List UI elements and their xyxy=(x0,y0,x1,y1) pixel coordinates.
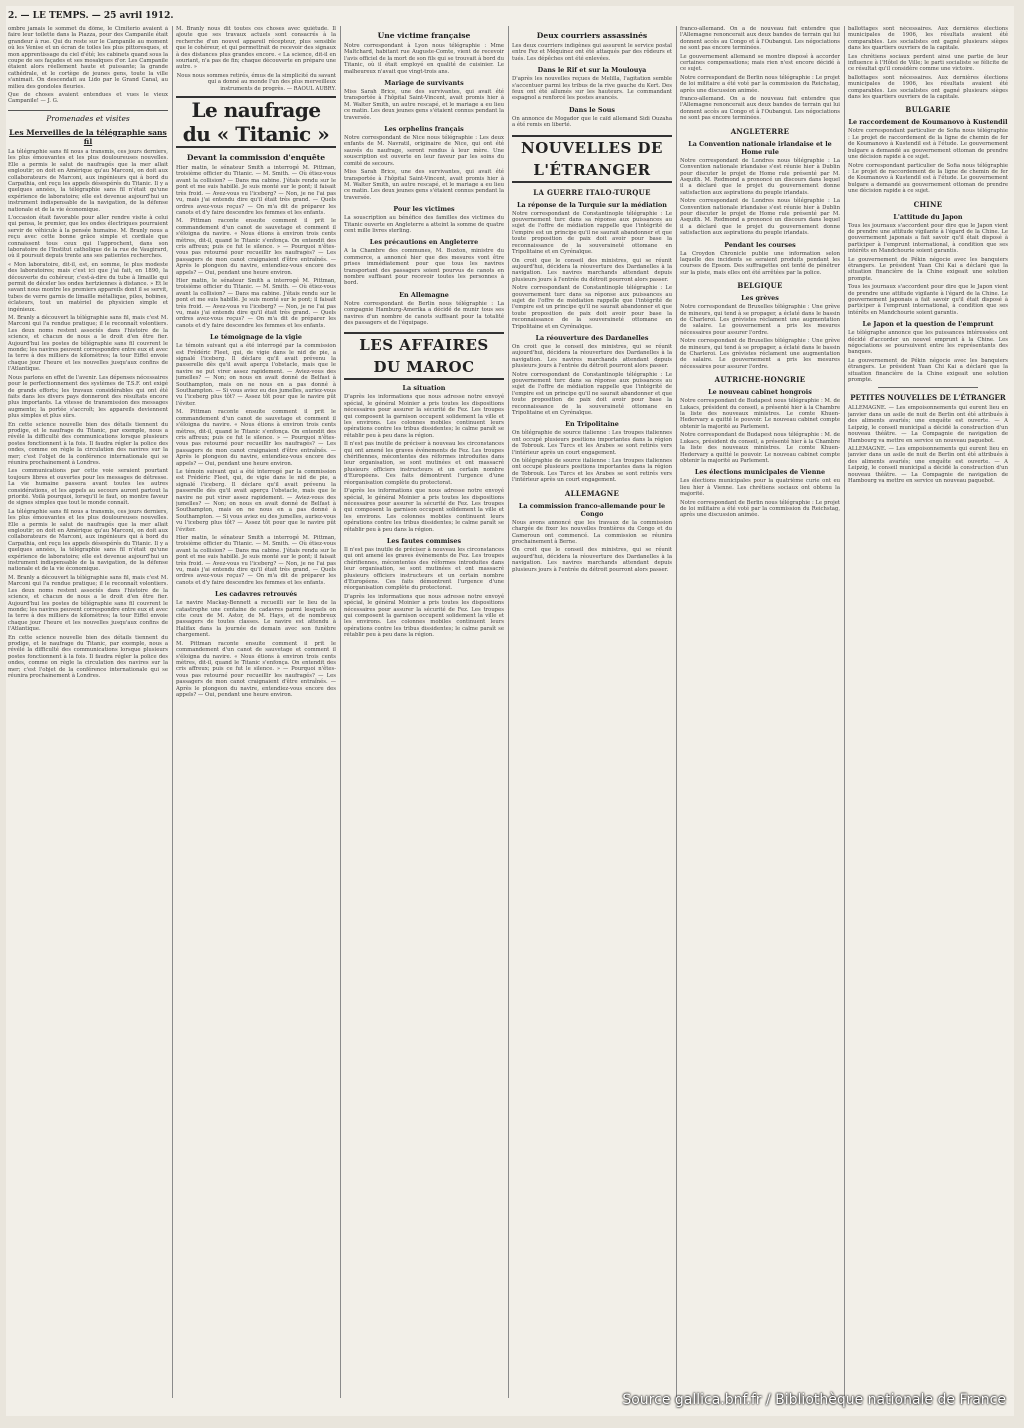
subheading: La situation xyxy=(402,384,446,393)
article-text: Le navire Mackay-Bennett a recueilli sur le lieu de la catastrophe une centaine de cadavres parmi lesquels on cite ceux de M. Astor, de M. Hays, et de nombreux passagers de toutes classes. Le navire est attendu à Halifax dans la journée de demain avec son funèbre chargement. xyxy=(176,600,336,639)
article-text: Notre correspondant de Budapest nous télégraphie : M. de Lukacs, président du conseil, a présenté hier à la Chambre la liste des nouveaux ministres. Le comte Khuen-Hedervary a quitté le pouvoir. Le nouveau cabinet compte obtenir la majorité au Parlement. xyxy=(680,398,840,430)
article-text: On télégraphie de source italienne : Les troupes italiennes ont occupé plusieurs positions importantes dans la région de Tobrouk. Les Turcs et les Arabes se sont retirés vers l'intérieur après un court engagement. xyxy=(512,430,672,456)
article-text: En cette science nouvelle bien des détails tiennent du prodige, et le naufrage du Titanic, par exemple, nous a révélé la difficulté des communications lorsque plusieurs postes fonctionnent à la fois. Il faudra régler la police des ondes, comme on règle la circulation des navires sur la mer; c'est l'objet de la conférence internationale qui se réunira prochainement à Londres. xyxy=(8,421,168,466)
subheading: Les orphelins français xyxy=(384,125,464,134)
subheading: Dans le Rif et sur la Moulouya xyxy=(537,66,647,75)
article-text: La télégraphie sans fil nous a transmis, ces jours derniers, les plus émouvantes et les plus douloureuses nouvelles. Elle a permis le salut de naufragés que la mer allait engloutir; on doit en Amérique qu'au Marconi, on doit aux collaborateurs de Marconi, aux ingénieurs qui à bord du Carpathia, ont reçu les appels désespérés du Titanic. Il y a quelques années, la télégraphie sans fil n'était qu'une expérience de laboratoire; elle est devenue aujourd'hui un instrument indispensable de la navigation, de la défense nationale et de la vie économique. xyxy=(8,508,168,573)
article-text: On croit que le conseil des ministres, qui se réunit aujourd'hui, décidera la réouverture des Dardanelles à la navigation. Les navires marchands attendant depuis plusieurs jours à l'entrée du détroit pourront alors passer. xyxy=(512,257,672,283)
subheading: Pendant les courses xyxy=(724,240,796,249)
article-text: M. Pittman raconte ensuite comment il prit le commandement d'un canot de sauvetage et comment il s'éloigna du navire. « Nous étions à environ trois cents mètres, dit-il, quand le Titanic s'enfonça. On entendit des cris affreux; puis ce fut le silence. » — Pourquoi n'êtes-vous pas retourné pour recueillir les naufragés? — Les passagers de mon canot craignaient d'être entraînés. — Après le plongeon du navire, entendiez-vous encore des appels? — Oui, pendant une heure environ. xyxy=(176,218,336,276)
article-text: Notre correspondant de Berlin nous télégraphie : Le projet de loi militaire a été voté par la commission du Reichstag, après une discussion animée. xyxy=(680,499,840,519)
subheading: Pour les victimes xyxy=(393,205,455,214)
article-text: Notre correspondant particulier de Sofia nous télégraphie : Le projet de raccordement de la ligne de chemin de fer de Koumanovo à Kustendil est à l'étude. Le gouvernement bulgare a demandé au gouvernement ottoman de prendre une décision rapide à ce sujet. xyxy=(848,128,1008,161)
section-heading: Promenades et visites xyxy=(8,110,168,123)
article-text: Miss Sarah Brice, une des survivantes, qui avait été transportée à l'hôpital Saint-Vincent, avait promis hier à M. Walter Smith, un autre rescapé, et le mariage a eu lieu ce matin. Les deux jeunes gens s'étaient connus pendant la traversée. xyxy=(344,89,504,121)
article-text: Notre correspondant de Berlin nous télégraphie : La compagnie Hamburg-Amerika a décidé de munir tous ses navires d'un nombre de canots suffisant pour la totalité des passagers et de l'équipage. xyxy=(344,300,504,326)
article-text: franco-allemand. On a de nouveau fait entendre que l'Allemagne renoncerait aux deux bandes de terrain qui lui donnent accès au Congo et à l'Oubangui. Les négociations ne sont pas encore terminées. xyxy=(680,26,840,52)
article-text: On croit que le conseil des ministres, qui se réunit aujourd'hui, décidera la réouverture des Dardanelles à la navigation. Les navires marchands attendant depuis plusieurs jours à l'entrée du détroit pourront alors passer. xyxy=(512,547,672,573)
column-rule xyxy=(172,26,173,1398)
subheading: L'attitude du Japon xyxy=(893,212,963,221)
column-5 xyxy=(680,26,840,1398)
article-text: Notre correspondant de Constantinople télégraphie : Le gouvernement turc dans sa réponse aux puissances au sujet de l'offre de médiation rappelle que l'intégrité de l'empire est un principe qu'il ne saurait abandonner et que toute proposition de paix doit avoir pour base la reconnaissance de la souveraineté ottomane en Tripolitaine et en Cyrénaïque. xyxy=(512,210,672,256)
divider xyxy=(878,387,978,388)
article-text: M. Branly a découvert la télégraphie sans fil, mais c'est M. Marconi qui l'a rendue pratique; il le reconnaît volontiers. Les deux noms restent associés dans l'histoire de la science, et chacun de nous a le droit d'en être fier. Aujourd'hui les postes de télégraphie sans fil couvrent le monde; les navires peuvent correspondre entre eux et avec la terre à des milliers de kilomètres; la tour Eiffel envoie chaque jour l'heure et les nouvelles jusqu'aux confins de l'Atlantique. xyxy=(8,574,168,633)
column-rule xyxy=(340,26,341,1398)
subheading: Les élections municipales de Vienne xyxy=(694,468,826,477)
article-text: Le gouvernement de Pékin négocie avec les banquiers étrangers. Le président Yuan Chi Kai a déclaré que la situation financière de la Chine exigeait une solution prompte. xyxy=(848,256,1008,282)
article-text: Notre correspondant de Bruxelles télégraphie : Une grève de mineurs, qui tend à se propager, a éclaté dans le bassin de Charleroi. Les grévistes réclament une augmentation de salaire. Le gouvernement a pris les mesures nécessaires pour assurer l'ordre. xyxy=(680,338,840,370)
subheading: Le nouveau cabinet hongrois xyxy=(708,388,812,397)
article-text: M. Branly nous dit toutes ces choses avec quiétude. Il ajoute que ses travaux actuels sont consacrés à la recherche d'un nouvel appareil récepteur, plus sensible que le cohéreur, et qui permettrait de recevoir des signaux à des distances plus grandes encore. « La science, dit-il en souriant, n'a pas de fin; chaque découverte en prépare une autre. » xyxy=(176,26,336,71)
article-text: Il n'est pas inutile de préciser à nouveau les circonstances qui ont amené les graves événements de Fez. Les troupes chérifiennes, mécontentes des réformes introduites dans leur organisation, se sont mutinées et ont massacré plusieurs officiers instructeurs et un certain nombre d'Européens. Ces faits démontrent l'urgence d'une réorganisation complète du protectorat. xyxy=(344,546,504,592)
article-text: « Mon laboratoire, dit-il, est, en somme, le plus modeste des laboratoires; mais c'est ici que j'ai fait, en 1890, la découverte du cohéreur, c'est-à-dire du tube à limaille qui permit de déceler les ondes hertziennes à distance. » Et le savant nous montre les premiers appareils dont il se servit, tubes de verre garnis de limaille métallique, piles, bobines, éclateurs, tout un matériel de physicien simple et ingénieux. xyxy=(8,261,168,313)
article-heading: PETITES NOUVELLES DE L'ÉTRANGER xyxy=(850,393,1006,403)
article-text: ALLEMAGNE. — Les empoisonnements qui eurent lieu en janvier dans un asile de nuit de Berlin ont été attribués à des aliments avariés; une enquête est ouverte. — A Leipzig, le conseil municipal a décidé la construction d'un nouveau théâtre. — La Compagnie de navigation de Hambourg va mettre en service un nouveau paquebot. xyxy=(848,445,1008,484)
article-text: Les élections municipales pour la quatrième curie ont eu lieu hier à Vienne. Les chrétiens sociaux ont obtenu la majorité. xyxy=(680,478,840,498)
subheading: La réponse de la Turquie sur la médiation xyxy=(517,200,667,209)
column-rule xyxy=(508,26,509,1398)
article-text: Nous parlons en effet de l'avenir. Les dépenses nécessaires pour le perfectionnement des systèmes de T.S.F. ont exigé de grands efforts; les travaux considérables qui ont été faits dans les divers pays donneront des résultats encore plus importants. La vitesse de transmission des messages augmente; la portée s'accroît; les appareils deviennent plus simples et plus sûrs. xyxy=(8,374,168,420)
article-text: Le télégraphe annonce que les puissances intéressées ont décidé d'accorder un nouvel emprunt à la Chine. Les négociations se poursuivent entre les représentants des banques. xyxy=(848,330,1008,356)
section-heading: Devant la commission d'enquête xyxy=(186,153,326,163)
section-heading: Une victime française xyxy=(377,31,471,40)
article-text: Que de choses avaient entendues et vues le vieux Campanile! — J. G. xyxy=(8,92,168,105)
article-text: ombre jamais le sommet du dôme, le Cimiterio avaient à faire leur toilette dans la Piazza, pour des Campanile était grandeur à rue. Qui du reste sur le Campanile au moment où les Venise et un écran de toiles les plus pittoresques, et mon apprentissage du ciel d'été; les cabinets quand sous la coupe de ses façades et ses mosaïques d'or. Les Campanile étaient alors réellement haute et puissante; la grande cathédrale, et le cortège de jeunes gens, toute la ville s'animait. On descendait au Lido par le Grand Canal, au milieu des gondoles fleuries. xyxy=(8,26,168,90)
article-text: D'après les informations que nous adresse notre envoyé spécial, le général Moinier a pris toutes les dispositions nécessaires pour assurer la sécurité de Fez. Les troupes qui composent la garnison occupent solidement la ville et les environs. Les colonnes mobiles continuent leurs opérations contre les tribus dissidentes; le calme paraît se rétablir peu à peu dans la région. xyxy=(344,488,504,533)
article-text: Notre correspondant de Constantinople télégraphie : Le gouvernement turc dans sa réponse aux puissances au sujet de l'offre de médiation rappelle que l'intégrité de l'empire est un principe qu'il ne saurait abandonner et que toute proposition de paix doit avoir pour base la reconnaissance de la souveraineté ottomane en Tripolitaine et en Cyrénaïque. xyxy=(512,285,672,330)
article-text: D'après les informations que nous adresse notre envoyé spécial, le général Moinier a pris toutes les dispositions nécessaires pour assurer la sécurité de Fez. Les troupes qui composent la garnison occupent solidement la ville et les environs. Les colonnes mobiles continuent leurs opérations contre les tribus dissidentes; le calme paraît se rétablir peu à peu dans la région. xyxy=(344,394,504,439)
article-text: Notre correspondant de Nice nous télégraphie : Les deux enfants de M. Navratil, originaire de Nice, qui ont été sauvés du naufrage, seront rendus à leur mère. Une souscription est ouverte en leur faveur par les soins du comité de secours. xyxy=(344,135,504,167)
column-rule xyxy=(676,26,677,1398)
article-text: Tous les journaux s'accordent pour dire que le Japon vient de prendre une attitude vigilante à l'égard de la Chine. Le gouvernement japonais a fait savoir qu'il était disposé à participer à l'emprunt international, à condition que ses intérêts en Mandchourie soient garantis. xyxy=(848,284,1008,316)
article-text: Hier matin, le sénateur Smith a interrogé M. Pittman, troisième officier du Titanic. — M. Smith. — Où étiez-vous avant la collision? — Dans ma cabine. J'étais rendu sur le pont et me suis habillé. Je suis monté sur le pont; il faisait très froid. — Avez-vous vu l'iceberg? — Non, je ne l'ai pas vu, mais j'ai entendu dire qu'il était très grand. — Quels ordres avez-vous reçus? — On m'a dit de préparer les canots et d'y faire descendre les femmes et les enfants. xyxy=(176,277,336,329)
article-text: Les communications par cette voie seraient pourtant toujours libres et ouvertes pour les messages de détresse. La vie humaine passera avant toutes les autres considérations, et les appels au secours auront partout la priorité. Voilà pourquoi, lorsqu'il le faut, on montre faveur de signes simples que tout le monde connaît. xyxy=(8,468,168,507)
article-text: En cette science nouvelle bien des détails tiennent du prodige, et le naufrage du Titanic, par exemple, nous a révélé la difficulté des communications lorsque plusieurs postes fonctionnent à la fois. Il faudra régler la police des ondes, comme on règle la circulation des navires sur la mer; c'est l'objet de la conférence internationale qui se réunira prochainement à Londres. xyxy=(8,634,168,679)
article-text: La Croydon Chronicle publie une information selon laquelle des incidents se seraient produits pendant les courses de Epsom. Des suffragettes ont tenté de pénétrer sur la piste, mais elles ont été arrêtées par la police. xyxy=(680,250,840,276)
article-text: M. Branly a découvert la télégraphie sans fil, mais c'est M. Marconi qui l'a rendue pratique; il le reconnaît volontiers. Les deux noms restent associés dans l'histoire de la science, et chacun de nous a le droit d'en être fier. Aujourd'hui les postes de télégraphie sans fil couvrent le monde; les navires peuvent correspondre entre eux et avec la terre à des milliers de kilomètres; la tour Eiffel envoie chaque jour l'heure et les nouvelles jusqu'aux confins de l'Atlantique. xyxy=(8,315,168,373)
column-3 xyxy=(344,26,504,1398)
newspaper-page xyxy=(6,6,1014,1416)
article-text: Nous avons annoncé que les travaux de la commission chargée de fixer les nouvelles frontières du Congo et du Cameroun ont commencé. La commission se réunira prochainement à Berne. xyxy=(512,519,672,545)
column-rule xyxy=(844,26,845,1398)
headline-maroc: LES AFFAIRES DU MAROC xyxy=(344,332,504,380)
section-heading: Deux courriers assassinés xyxy=(536,31,648,40)
article-text: La télégraphie sans fil nous a transmis, ces jours derniers, les plus émouvantes et les plus douloureuses nouvelles. Elle a permis le salut de naufragés que la mer allait engloutir; on doit en Amérique qu'au Marconi, on doit aux collaborateurs de Marconi, aux ingénieurs qui à bord du Carpathia, ont reçu les appels désespérés du Titanic. Il y a quelques années, la télégraphie sans fil n'était qu'une expérience de laboratoire; elle est devenue aujourd'hui un instrument indispensable de la navigation, de la défense nationale et de la vie économique. xyxy=(8,148,168,213)
article-text: Notre correspondant de Londres nous télégraphie : La Convention nationale irlandaise s'est réunie hier à Dublin pour discuter le projet de Home rule présenté par M. Asquith. M. Redmond a prononcé un discours dans lequel il a déclaré que le projet du gouvernement donne satisfaction aux aspirations du peuple irlandais. xyxy=(680,157,840,196)
headline-etranger: NOUVELLES DE L'ÉTRANGER xyxy=(512,135,672,183)
section-heading: BULGARIE xyxy=(905,105,951,115)
article-text: Notre correspondant de Constantinople télégraphie : Le gouvernement turc dans sa réponse aux puissances au sujet de l'offre de médiation rappelle que l'intégrité de l'empire est un principe qu'il ne saurait abandonner et que toute proposition de paix doit avoir pour base la reconnaissance de la souveraineté ottomane en Tripolitaine et en Cyrénaïque. xyxy=(512,371,672,417)
subheading: La réouverture des Dardanelles xyxy=(535,333,649,342)
article-text: A la Chambre des communes, M. Buxton, ministre du commerce, a annoncé hier que des mesures vont être prises immédiatement pour que tous les navires transportant des passagers soient pourvus de canots en nombre suffisant pour recevoir toutes les personnes à bord. xyxy=(344,248,504,287)
section-heading: CHINE xyxy=(913,199,943,209)
article-text: Notre correspondant de Budapest nous télégraphie : M. de Lukacs, président du conseil, a présenté hier à la Chambre la liste des nouveaux ministres. Le comte Khuen-Hedervary a quitté le pouvoir. Le nouveau cabinet compte obtenir la majorité au Parlement. xyxy=(680,432,840,464)
section-heading: ALLEMAGNE xyxy=(564,488,620,498)
subheading: En Tripolitaine xyxy=(565,420,619,429)
subheading: En Allemagne xyxy=(399,290,449,299)
subheading: Les précautions en Angleterre xyxy=(369,238,479,247)
page-header: 2. — LE TEMPS. — 25 avril 1912. xyxy=(8,11,174,21)
article-text: franco-allemand. On a de nouveau fait entendre que l'Allemagne renoncerait aux deux bandes de terrain qui lui donnent accès au Congo et à l'Oubangui. Les négociations ne sont pas encore terminées. xyxy=(680,96,840,122)
subheading: Les grèves xyxy=(741,294,779,303)
article-text: Hier matin, le sénateur Smith a interrogé M. Pittman, troisième officier du Titanic. — M. Smith. — Où étiez-vous avant la collision? — Dans ma cabine. J'étais rendu sur le pont et me suis habillé. Je suis monté sur le pont; il faisait très froid. — Avez-vous vu l'iceberg? — Non, je ne l'ai pas vu, mais j'ai entendu dire qu'il était très grand. — Quels ordres avez-vous reçus? — On m'a dit de préparer les canots et d'y faire descendre les femmes et les enfants. xyxy=(176,165,336,216)
article-text: On croit que le conseil des ministres, qui se réunit aujourd'hui, décidera la réouverture des Dardanelles à la navigation. Les navires marchands attendant depuis plusieurs jours à l'entrée du détroit pourront alors passer. xyxy=(512,343,672,370)
subheading: Dans le Sous xyxy=(569,105,615,114)
article-text: ALLEMAGNE. — Les empoisonnements qui eurent lieu en janvier dans un asile de nuit de Berlin ont été attribués à des aliments avariés; une enquête est ouverte. — A Leipzig, le conseil municipal a décidé la construction d'un nouveau théâtre. — La Compagnie de navigation de Hambourg va mettre en service un nouveau paquebot. xyxy=(848,405,1008,444)
article-text: M. Pittman raconte ensuite comment il prit le commandement d'un canot de sauvetage et comment il s'éloigna du navire. « Nous étions à environ trois cents mètres, dit-il, quand le Titanic s'enfonça. On entendit des cris affreux; puis ce fut le silence. » — Pourquoi n'êtes-vous pas retourné pour recueillir les naufragés? — Les passagers de mon canot craignaient d'être entraînés. — Après le plongeon du navire, entendiez-vous encore des appels? — Oui, pendant une heure environ. xyxy=(176,409,336,467)
source-credit: Source gallica.bnf.fr / Bibliothèque nationale de France xyxy=(622,1392,1006,1408)
subheading: Le témoignage de la vigie xyxy=(210,333,302,342)
article-text: On annonce de Mogador que le caïd allemand Sidi Ouzaha a été remis en liberté. xyxy=(512,115,672,129)
subheading: Le raccordement de Koumanovo à Kustendil xyxy=(848,118,1008,127)
article-text: M. Pittman raconte ensuite comment il prit le commandement d'un canot de sauvetage et comment il s'éloigna du navire. « Nous étions à environ trois cents mètres, dit-il, quand le Titanic s'enfonça. On entendit des cris affreux; puis ce fut le silence. » — Pourquoi n'êtes-vous pas retourné pour recueillir les naufragés? — Les passagers de mon canot craignaient d'être entraînés. — Après le plongeon du navire, entendiez-vous encore des appels? — Oui, pendant une heure environ. xyxy=(176,640,336,698)
headline-titanic: Le naufrage du « Titanic » xyxy=(176,96,336,148)
article-text: Les deux courriers indigènes qui assurent le service postal entre Fez et Méquinez ont été attaqués par des rôdeurs et tués. Les dépêches ont été enlevées. xyxy=(512,43,672,62)
article-text: ballottages sont nécessaires. Aux dernières élections municipales de 1906, les résultats avaient été comparables. Les socialistes ont gagné plusieurs sièges dans les quartiers ouvriers de la capitale. xyxy=(848,26,1008,52)
section-heading: BELGIQUE xyxy=(737,281,783,291)
article-text: D'après les nouvelles reçues de Melilla, l'agitation semble s'accentuer parmi les tribus de la rive gauche du Kert. Des feux ont été allumés sur les hauteurs. Le commandant espagnol a renforcé les postes avancés. xyxy=(512,76,672,102)
column-1 xyxy=(8,26,168,1398)
article-signature: Nous nous sommes retirés, émus de la simplicité du savant qui a donné au monde l'un des plus merveilleux instruments de progrès. — RAOUL AUBRY. xyxy=(176,72,336,92)
subheading: Mariage de survivants xyxy=(384,79,464,88)
subheading: La Convention nationale irlandaise et le Home rule xyxy=(688,139,832,156)
article-text: Il n'est pas inutile de préciser à nouveau les circonstances qui ont amené les graves événements de Fez. Les troupes chérifiennes, mécontentes des réformes introduites dans leur organisation, se sont mutinées et ont massacré plusieurs officiers instructeurs et un certain nombre d'Européens. Ces faits démontrent l'urgence d'une réorganisation complète du protectorat. xyxy=(344,441,504,486)
article-text: Notre correspondant de Londres nous télégraphie : La Convention nationale irlandaise s'est réunie hier à Dublin pour discuter le projet de Home rule présenté par M. Asquith. M. Redmond a prononcé un discours dans lequel il a déclaré que le projet du gouvernement donne satisfaction aux aspirations du peuple irlandais. xyxy=(680,198,840,237)
subheading: La commission franco-allemande pour le Congo xyxy=(518,501,666,518)
subheading: Le Japon et la question de l'emprunt xyxy=(862,320,994,329)
article-text: Le gouvernement allemand se montre disposé à accorder certaines compensations; mais rien n'est encore décidé à ce sujet. xyxy=(680,53,840,73)
article-text: Le témoin suivant qui a été interrogé par la commission est Frédéric Fleet, qui, de vigie dans le nid de pie, a signalé l'iceberg. Il déclare qu'il avait prévenu la passerelle dès qu'il avait aperçu l'obstacle, mais que le navire ne put virer assez rapidement. — Aviez-vous des jumelles? — Non; on nous en avait donné de Belfast à Southampton, mais on ne nous en a pas donné à Southampton. — Si vous aviez eu des jumelles, auriez-vous vu l'iceberg plus tôt? — Assez tôt pour que le navire pût l'éviter. xyxy=(176,468,336,533)
section-heading: AUTRICHE-HONGRIE xyxy=(714,375,806,385)
article-text: D'après les informations que nous adresse notre envoyé spécial, le général Moinier a pris toutes les dispositions nécessaires pour assurer la sécurité de Fez. Les troupes qui composent la garnison occupent solidement la ville et les environs. Les colonnes mobiles continuent leurs opérations contre les tribus dissidentes; le calme paraît se rétablir peu à peu dans la région. xyxy=(344,593,504,639)
column-6 xyxy=(848,26,1008,1398)
subheading: Les fautes commises xyxy=(386,536,462,545)
article-text: La souscription au bénéfice des familles des victimes du Titanic ouverte en Angleterre a atteint la somme de quatre cent mille livres sterling. xyxy=(344,215,504,234)
article-text: Notre correspondant à Lyon nous télégraphie : Mme Maltchard, habitant rue Auguste-Comte, vient de recevoir l'avis officiel de la mort de son fils qui se trouvait à bord du Titanic, où il était employé en qualité de cuisinier. Le malheureux n'avait que vingt-trois ans. xyxy=(344,43,504,75)
article-text: Tous les journaux s'accordent pour dire que le Japon vient de prendre une attitude vigilante à l'égard de la Chine. Le gouvernement japonais a fait savoir qu'il était disposé à participer à l'emprunt international, à condition que ses intérêts en Mandchourie soient garantis. xyxy=(848,222,1008,255)
article-text: ballottages sont nécessaires. Aux dernières élections municipales de 1906, les résultats avaient été comparables. Les socialistes ont gagné plusieurs sièges dans les quartiers ouvriers de la capitale. xyxy=(848,74,1008,101)
subheading: Les cadavres retrouvés xyxy=(214,590,298,599)
article-text: Notre correspondant de Bruxelles télégraphie : Une grève de mineurs, qui tend à se propager, a éclaté dans le bassin de Charleroi. Les grévistes réclament une augmentation de salaire. Le gouvernement a pris les mesures nécessaires pour assurer l'ordre. xyxy=(680,304,840,336)
article-text: Notre correspondant de Berlin nous télégraphie : Le projet de loi militaire a été voté par la commission du Reichstag, après une discussion animée. xyxy=(680,74,840,94)
article-text: Hier matin, le sénateur Smith a interrogé M. Pittman, troisième officier du Titanic. — M. Smith. — Où étiez-vous avant la collision? — Dans ma cabine. J'étais rendu sur le pont et me suis habillé. Je suis monté sur le pont; il faisait très froid. — Avez-vous vu l'iceberg? — Non, je ne l'ai pas vu, mais j'ai entendu dire qu'il était très grand. — Quels ordres avez-vous reçus? — On m'a dit de préparer les canots et d'y faire descendre les femmes et les enfants. xyxy=(176,535,336,586)
column-4 xyxy=(512,26,672,1398)
article-text: Les chrétiens sociaux perdent ainsi une partie de leur influence à l'Hôtel de Ville; le parti socialiste se félicite de ce résultat qu'il considère comme une victoire. xyxy=(848,53,1008,73)
article-text: On télégraphie de source italienne : Les troupes italiennes ont occupé plusieurs positions importantes dans la région de Tobrouk. Les Turcs et les Arabes se sont retirés vers l'intérieur après un court engagement. xyxy=(512,458,672,484)
section-heading: LA GUERRE ITALO-TURQUE xyxy=(533,187,651,197)
article-text: Notre correspondant particulier de Sofia nous télégraphie : Le projet de raccordement de la ligne de chemin de fer de Koumanovo à Kustendil est à l'étude. Le gouvernement bulgare a demandé au gouvernement ottoman de prendre une décision rapide à ce sujet. xyxy=(848,162,1008,195)
section-heading: ANGLETERRE xyxy=(730,126,790,136)
column-2 xyxy=(176,26,336,1398)
article-text: L'occasion était favorable pour aller rendre visite à celui qui pensa, le premier, que les ondes électriques pourraient servir de véhicule à la pensée humaine. M. Branly nous a reçu avec cette bonne grâce simple et cordiale que connaissent tous ceux qui l'approchent, dans son laboratoire de l'Institut catholique de la rue de Vaugirard, où il poursuit depuis trente ans ses patientes recherches. xyxy=(8,214,168,260)
article-text: Le témoin suivant qui a été interrogé par la commission est Frédéric Fleet, qui, de vigie dans le nid de pie, a signalé l'iceberg. Il déclare qu'il avait prévenu la passerelle dès qu'il avait aperçu l'obstacle, mais que le navire ne put virer assez rapidement. — Aviez-vous des jumelles? — Non; on nous en avait donné de Belfast à Southampton, mais on ne nous en a pas donné à Southampton. — Si vous aviez eu des jumelles, auriez-vous vu l'iceberg plus tôt? — Assez tôt pour que le navire pût l'éviter. xyxy=(176,343,336,407)
article-heading: Les Merveilles de la télégraphie sans fil xyxy=(9,127,167,146)
article-text: Le gouvernement de Pékin négocie avec les banquiers étrangers. Le président Yuan Chi Kai a déclaré que la situation financière de la Chine exigeait une solution prompte. xyxy=(848,357,1008,384)
article-text: Miss Sarah Brice, une des survivantes, qui avait été transportée à l'hôpital Saint-Vincent, avait promis hier à M. Walter Smith, un autre rescapé, et le mariage a eu lieu ce matin. Les deux jeunes gens s'étaient connus pendant la traversée. xyxy=(344,169,504,201)
